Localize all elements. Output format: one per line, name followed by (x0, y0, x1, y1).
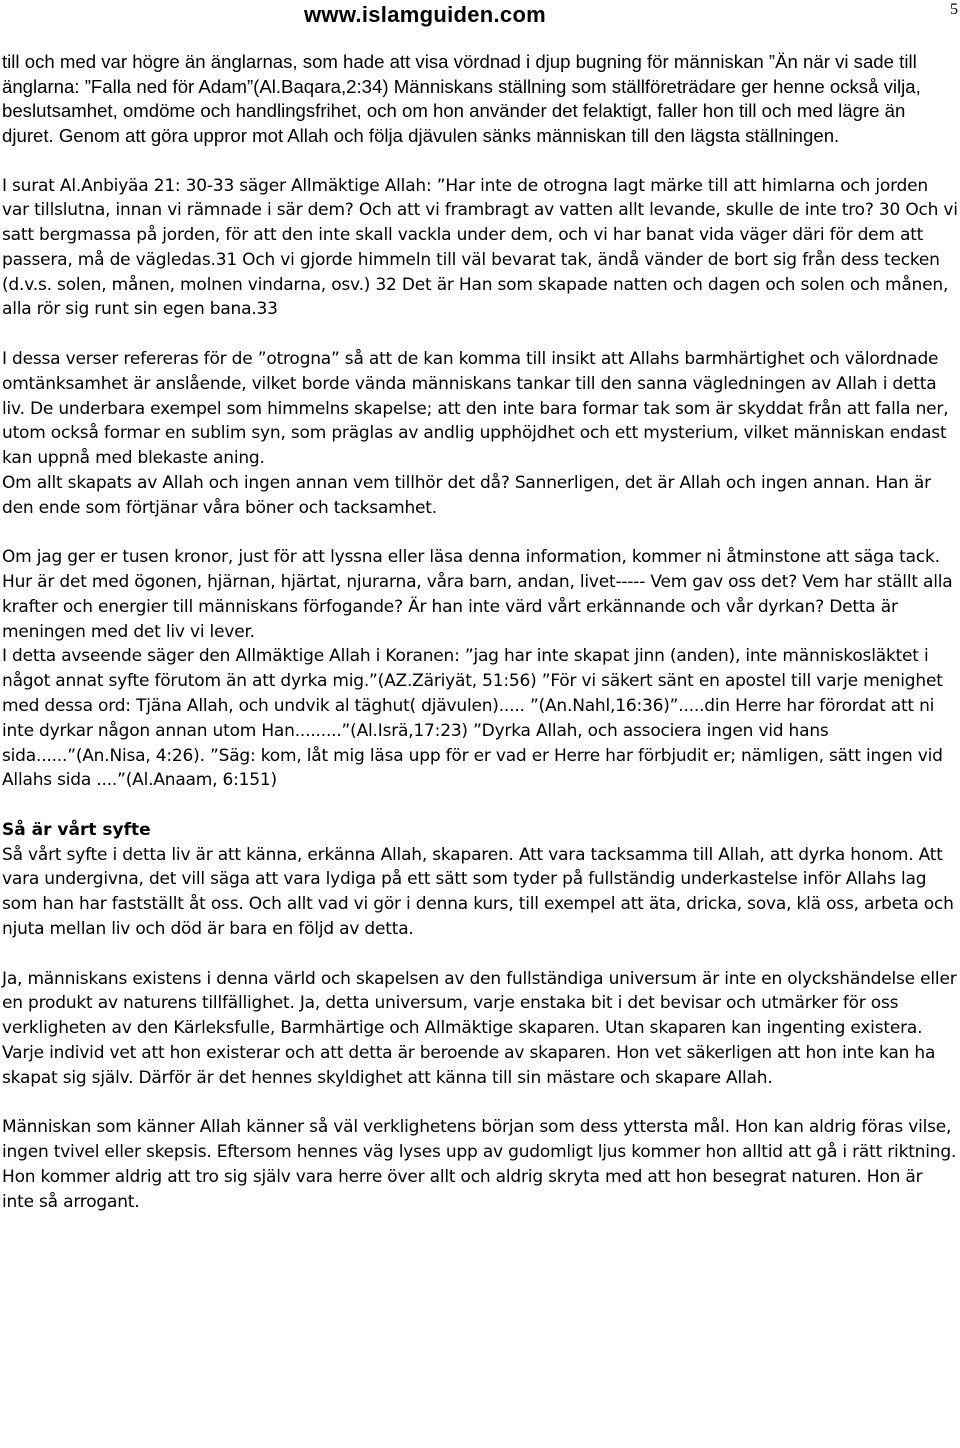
paragraph-verses-explanation: I dessa verser refereras för de ”otrogna” så att de kan komma till insikt att Allahs barmhärtighet och välordnade omtänksamhet är anslående, vilket borde vända människans tankar till den sanna vägledningen av Allah i detta liv. De underbara exempel som himmelns skapelse; att den inte bara formar tak som är skyddat från att falla ner, utom också formar en sublim syn, som präglas av andlig upphöjdhet och ett mysterium, vilket människan endast kan uppnå med blekaste aning. (2, 348, 949, 469)
paragraph-gratitude: Om jag ger er tusen kronor, just för att lyssna eller läsa denna information, kommer ni åtminstone att säga tack. Hur är det med ögonen, hjärnan, hjärtat, njurarna, våra barn, andan, livet----- Vem gav oss det? Vem har ställt alla krafter och energier till människans förfogande? Är han inte värd vårt erkännande och vår dyrkan? Detta är meningen med det liv vi lever. (2, 547, 953, 642)
paragraph-purpose: Så vårt syfte i detta liv är att känna, erkänna Allah, skaparen. Att vara tacksamma till Allah, att dyrka honom. Att vara undergivna, det vill säga att vara lydiga på ett sätt som tyder på fullständig underkastelse inför Allahs lag som han har fastställt åt oss. Och allt vad vi gör i denna kurs, till exempel att äta, dricka, sova, klä oss, arbeta och njuta mellan liv och död är bara en följd av detta. (2, 844, 954, 940)
paragraph-gap (2, 322, 958, 347)
section-heading: Så är vårt syfte (2, 819, 151, 840)
paragraph-gap (2, 942, 958, 967)
paragraph-gap (2, 1091, 958, 1116)
site-url-header: www.islamguiden.com (304, 2, 547, 27)
paragraph-creation-owner: Om allt skapats av Allah och ingen annan vem tillhör det då? Sannerligen, det är Allah och ingen annan. Han är den ende som förtjänar våra böner och tacksamhet. (2, 472, 931, 518)
paragraph-quran-anbiya: I surat Al.Anbiyäa 21: 30-33 säger Allmäktige Allah: ”Har inte de otrogna lagt märke till att himlarna och jorden var tillslutna, innan vi rämnade i sär dem? Och att vi frambragt av vatten allt levande, skulle de inte tro? 30 Och vi satt bergmassa på jorden, för att den inte skall vackla under dem, och vi har banat vida väger däri för dem att passera, må de vägledas.31 Och vi gjorde himmeln till väl bevarat tak, ändå vänder de bort sig från dess tecken (d.v.s. solen, månen, molnen vindarna, osv.) 32 Det är Han som skapade natten och dagen och solen och månen, alla rör sig runt sin egen bana.33 (2, 175, 958, 320)
paragraph-existence: Ja, människans existens i denna värld och skapelsen av den fullständiga universum är inte en olyckshändelse eller en produkt av naturens tillfällighet. Ja, detta universum, varje enstaka bit i det bevisar och utmärker för oss verkligheten av den Kärleksfulle, Barmhärtige och Allmäktige skaparen. Utan skaparen kan ingenting existera. Varje individ vet att hon existerar och att detta är beroende av skaparen. Hon vet säkerligen att hon inte kan ha skapat sig själv. Därför är det hennes skyldighet att känna till sin mästare och skapare Allah. (2, 968, 957, 1088)
paragraph-knowing-allah: Människan som känner Allah känner så väl verklighetens början som dess yttersta mål. Hon kan aldrig föras vilse, ingen tvivel eller skepsis. Eftersom hennes väg lyses upp av gudomligt ljus kommer hon alltid att gå i rätt riktning. Hon kommer aldrig att tro sig själv vara herre över allt och aldrig skryta med att hon besegrat naturen. Hon är inte så arrogant. (2, 1117, 957, 1212)
document-body (2, 50, 958, 1214)
paragraph-gap (2, 793, 958, 818)
page-number: 5 (950, 1, 958, 18)
paragraph-quran-worship: I detta avseende säger den Allmäktige Allah i Koranen: ”jag har inte skapat jinn (anden), inte människosläktet i något annat syfte förutom än att dyrka mig.”(AZ.Zäriyät, 51:56) ”För vi säkert sänt en apostel till varje menighet med dessa ord: Tjäna Allah, och undvik al täghut( djävulen)..... ”(An.Nahl,16:36)”.....din Herre har förordat att ni inte dyrkar någon annan utom Han.........”(Al.Isrä,17:23) ”Dyrka Allah, och associera ingen vid hans sida......”(An.Nisa, 4:26). ”Säg: kom, låt mig läsa upp för er vad er Herre har förbjudit er; nämligen, sätt ingen vid Allahs sida ....”(Al.Anaam, 6:151) (2, 646, 943, 791)
paragraph-gap (2, 149, 958, 174)
paragraph-human-status: till och med var högre än änglarnas, som hade att visa vördnad i djup bugning för människan ”Än när vi sade till änglarna: ”Falla ned för Adam”(Al.Baqara,2:34) Människans ställning som ställföreträdare ger henne också vilja, beslutsamhet, omdöme och handlingsfrihet, och om hon använder det felaktigt, faller hon till och med lägre än djuret. Genom att göra uppror mot Allah och följa djävulen sänks människan till den lägsta ställningen. (2, 51, 921, 147)
paragraph-gap (2, 521, 958, 546)
